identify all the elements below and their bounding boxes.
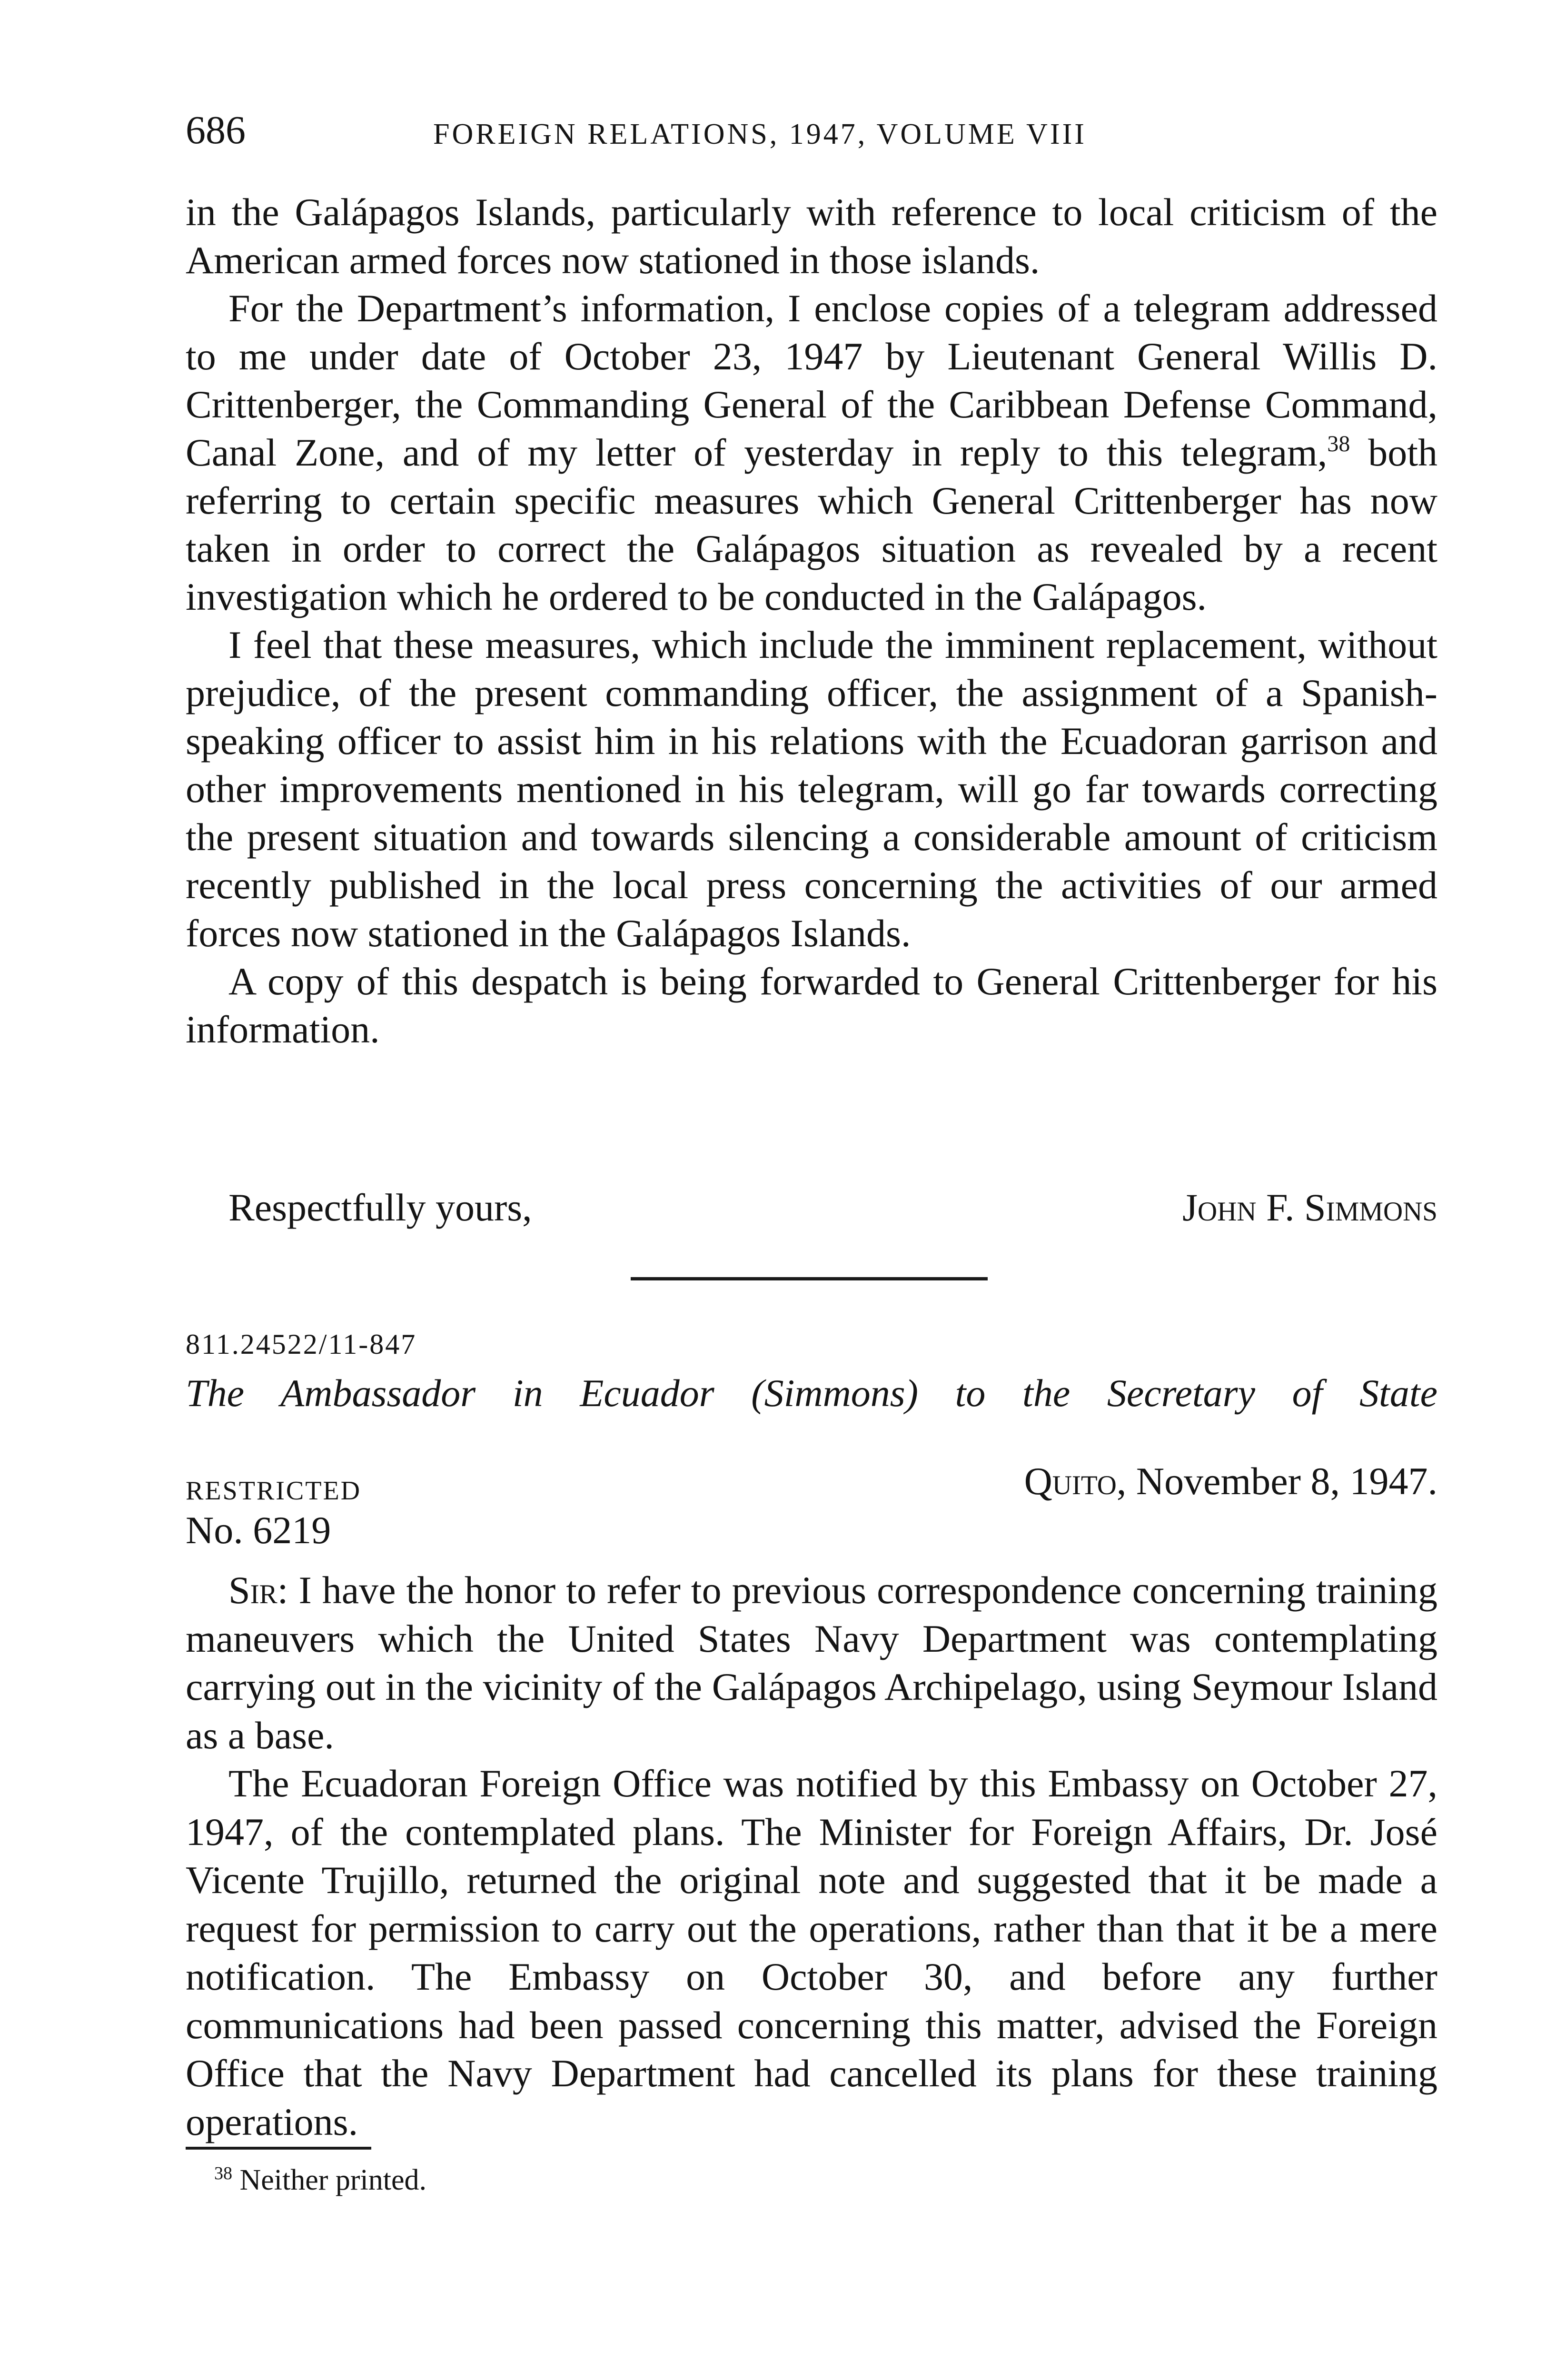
despatch-paragraph-1-text: I have the honor to refer to previous correspondence concerning training maneuvers which the United States Navy Department was contemplating carrying out in the vicinity of the Galápagos Archipelago, using Seymour Island as a base. — [186, 1568, 1437, 1757]
footnote-marker: 38 — [214, 2163, 232, 2183]
running-head — [186, 107, 1437, 159]
footnote-text: Neither printed. — [239, 2164, 427, 2196]
despatch-continuation — [186, 188, 1437, 1053]
paragraph-3: I feel that these measures, which include the imminent replacement, without prejudice, of the present commanding officer, the assignment of a Spanish-speaking officer to assist him in his relations with the Ecuadoran garrison and other improvements mentioned in his telegram, will go far towards correcting the present situation and towards silencing a considerable amount of criticism recently published in the local press concerning the activities of our armed forces now stationed in the Galápagos Islands. — [186, 623, 1437, 955]
paragraph-1: in the Galápagos Islands, particularly with reference to local criticism of the American armed forces now stationed in those islands. — [186, 190, 1437, 282]
despatch-paragraph-1 — [186, 1566, 1437, 1759]
paragraph-2 — [186, 284, 1437, 621]
place-date — [1024, 1459, 1437, 1504]
classification-label: RESTRICTED — [186, 1476, 362, 1506]
section-divider — [631, 1277, 988, 1280]
salutation: Sir: — [228, 1568, 288, 1612]
file-number: 811.24522/11-847 — [186, 1329, 417, 1360]
place: Quito, — [1024, 1459, 1127, 1503]
footnote-ref-38: 38 — [1327, 431, 1350, 456]
footnote-38 — [214, 2163, 426, 2197]
date: November 8, 1947. — [1136, 1459, 1437, 1503]
running-title: FOREIGN RELATIONS, 1947, VOLUME VIII — [433, 118, 1087, 150]
despatch-number: No. 6219 — [186, 1508, 331, 1552]
despatch-body — [186, 1566, 1437, 2146]
signer-name: John F. Simmons — [1182, 1186, 1437, 1229]
footnote-divider — [186, 2147, 371, 2150]
paragraph-2-text-a: For the Department’s information, I enclose copies of a telegram addressed to me under date of October 23, 1947 by Lieutenant General Willis D. Crittenberger, the Commanding General of the Caribbean Defense Command, Canal Zone, and of my letter of yesterday in reply to this telegram, — [186, 287, 1437, 474]
complimentary-close: Respectfully yours, — [228, 1186, 532, 1229]
page-number: 686 — [186, 108, 246, 152]
paragraph-4: A copy of this despatch is being forwarded to General Crittenberger for his information. — [186, 960, 1437, 1051]
paragraph-2-text-b: both referring to certain specific measures which General Crittenberger has now taken in order to correct the Galápagos situation as revealed by a recent investigation which he ordered to be conducted in the Galápagos. — [186, 431, 1437, 618]
despatch-paragraph-2: The Ecuadoran Foreign Office was notified by this Embassy on October 27, 1947, of the contemplated plans. The Minister for Foreign Affairs, Dr. José Vicente Trujillo, returned the original note and suggested that it be made a request for permission to carry out the operations, rather than that it be a mere notification. The Embassy on October 30, and before any further communications had been passed concerning this matter, advised the Foreign Office that the Navy Department had cancelled its plans for these training operations. — [186, 1762, 1437, 2143]
closing-line — [186, 1185, 1437, 1238]
document-title: The Ambassador in Ecuador (Simmons) to the Secretary of State — [186, 1371, 1437, 1415]
